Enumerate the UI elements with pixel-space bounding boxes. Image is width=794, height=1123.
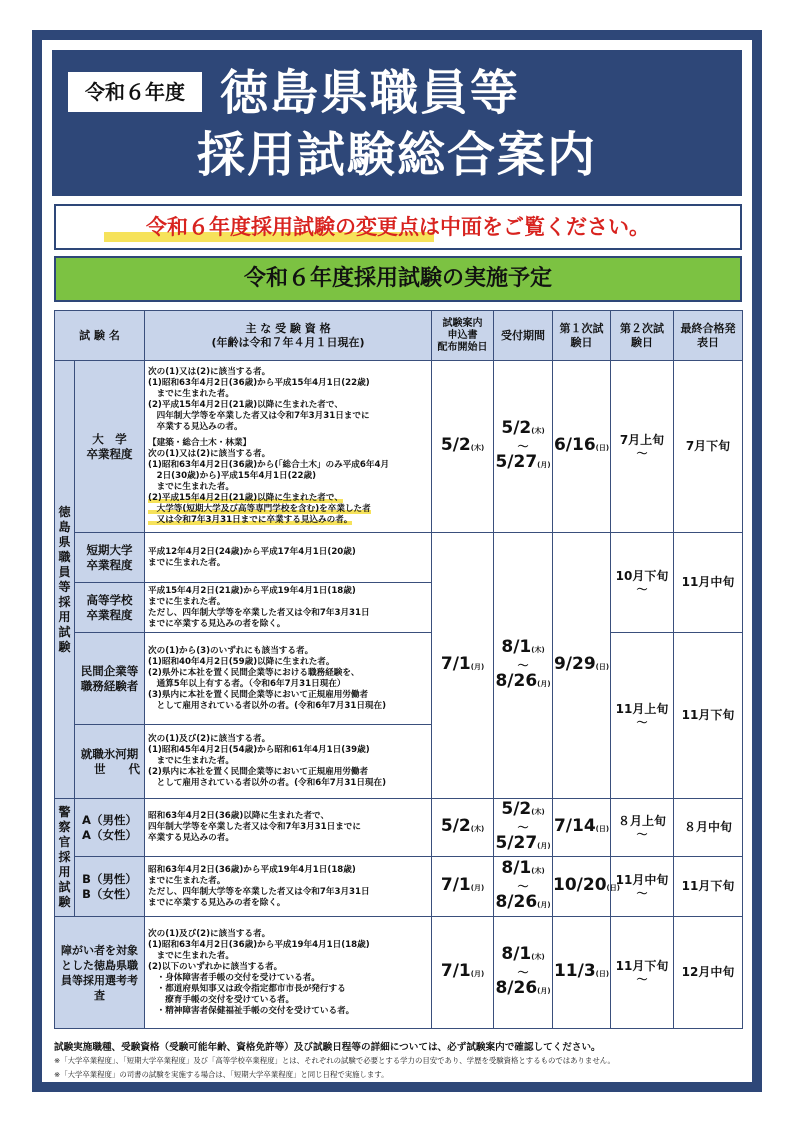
group-police-label: 警察官採用試験: [55, 799, 75, 917]
table-row: [55, 799, 743, 857]
second-disab: 11月下旬 ～: [611, 917, 674, 1029]
second-police-a: ８月上旬 ～: [611, 799, 674, 857]
exam-police-b: B（男性） B（女性）: [75, 857, 145, 917]
qual-junior: 平成12年4月2日(24歳)から平成17年4月1日(20歳) までに生まれた者。: [145, 533, 432, 583]
schedule-table: [54, 310, 743, 1029]
guide-police-b: 7/1(月): [432, 857, 494, 917]
final-univ: 7月下旬: [674, 361, 743, 533]
header-banner: [52, 50, 742, 196]
title-line-1: 徳島県職員等: [220, 65, 521, 121]
second-police-b: 11月中旬 ～: [611, 857, 674, 917]
col-first: 第１次試験日: [553, 311, 611, 361]
table-row: [55, 633, 743, 725]
guide-disab: 7/1(月): [432, 917, 494, 1029]
col-qual-main: 主 な 受 験 資 格: [245, 321, 331, 335]
exam-private: 民間企業等 職務経験者: [75, 633, 145, 725]
col-guide-3: 配布開始日: [437, 341, 488, 353]
group-pref-label: 徳島県職員等採用試験: [55, 361, 75, 799]
title-line-2: 採用試験総合案内: [196, 127, 597, 183]
period-pref-mid: 8/1(木) ～ 8/26(月): [494, 533, 553, 799]
second-univ: 7月上旬 ～: [611, 361, 674, 533]
second-pref-mid: 11月上旬 ～: [611, 633, 674, 799]
first-police-a: 7/14(日): [553, 799, 611, 857]
table-header-row: [55, 311, 743, 361]
year-badge: 令和６年度: [68, 72, 202, 112]
col-guide: [432, 311, 494, 361]
schedule-heading: 令和６年度採用試験の実施予定: [54, 256, 742, 302]
second-junior-high: 10月下旬 ～: [611, 533, 674, 633]
exam-police-a: A（男性） A（女性）: [75, 799, 145, 857]
qual-disab: 次の(1)及び(2)に該当する者。 (1)昭和63年4月2日(36歳)から平成19年4月1日(18歳) までに生まれた者。 (2)以下のいずれかに該当する者。 ・身体障害者手帳の交付を受けている者。 ・都道府県知事又は政令指定都市市長が発行する 療育手帳の交付を受けている者。 ・精神障害者保健福祉手帳の交付を受けている者。: [145, 917, 432, 1029]
outer-frame: [32, 30, 762, 1092]
final-junior-high: 11月中旬: [674, 533, 743, 633]
exam-iceage: 就職氷河期 世 代: [75, 725, 145, 799]
col-period: 受付期間: [494, 311, 553, 361]
exam-high: 高等学校 卒業程度: [75, 583, 145, 633]
footer-note-1: 試験実施職種、受験資格（受験可能年齢、資格免許等）及び試験日程等の詳細については、必ず試験案内で確認してください。: [54, 1042, 601, 1053]
period-police-a: 5/2(木) ～ 5/27(月): [494, 799, 553, 857]
table-row: [55, 533, 743, 583]
first-univ: 6/16(日): [553, 361, 611, 533]
qual-high: 平成15年4月2日(21歳)から平成19年4月1日(18歳) までに生まれた者。 ただし、四年制大学等を卒業した者又は令和7年3月31日 までに卒業する見込みの者を除く。: [145, 583, 432, 633]
period-disab: 8/1(木) ～ 8/26(月): [494, 917, 553, 1029]
period-police-b: 8/1(木) ～ 8/26(月): [494, 857, 553, 917]
guide-police-a: 5/2(木): [432, 799, 494, 857]
col-exam: 試 験 名: [55, 311, 145, 361]
table-row: [55, 857, 743, 917]
col-second: 第２次試験日: [611, 311, 674, 361]
qual-private: 次の(1)から(3)のいずれにも該当する者。 (1)昭和40年4月2日(59歳)以降に生まれた者。 (2)県外に本社を置く民間企業等における職務経験を、 通算5年以上有する者。（令和6年7月31日現在） (3)県内に本社を置く民間企業等において正規雇用労働者 として雇用されている者以外の者。(令和6年7月31日現在): [145, 633, 432, 725]
footer-note-3: ※「大学卒業程度」の司書の試験を実施する場合は、「短期大学卒業程度」と同じ日程で実施します。: [54, 1070, 389, 1079]
table-row: [55, 917, 743, 1029]
change-notice: [54, 204, 742, 250]
page-inner: [42, 40, 752, 1082]
qual-police-b: 昭和63年4月2日(36歳)から平成19年4月1日(18歳) までに生まれた者。 ただし、四年制大学等を卒業した者又は令和7年3月31日 までに卒業する見込みの者を除く。: [145, 857, 432, 917]
col-guide-2: 申込書: [447, 329, 478, 341]
final-pref-mid: 11月下旬: [674, 633, 743, 799]
final-disab: 12月中旬: [674, 917, 743, 1029]
exam-junior: 短期大学 卒業程度: [75, 533, 145, 583]
col-qualification: [145, 311, 432, 361]
guide-pref-mid: 7/1(月): [432, 533, 494, 799]
period-univ: 5/2(木) ～ 5/27(月): [494, 361, 553, 533]
first-disab: 11/3(日): [553, 917, 611, 1029]
first-police-b: 10/20(日): [553, 857, 611, 917]
first-pref-mid: 9/29(日): [553, 533, 611, 799]
qual-police-a: 昭和63年4月2日(36歳)以降に生まれた者で、 四年制大学等を卒業した者又は令和7年3月31日までに 卒業する見込みの者。: [145, 799, 432, 857]
exam-disab: 障がい者を対象とした徳島県職員等採用選考考査: [55, 917, 145, 1029]
qual-iceage: 次の(1)及び(2)に該当する者。 (1)昭和45年4月2日(54歳)から昭和61年4月1日(39歳) までに生まれた者。 (2)県内に本社を置く民間企業等において正規雇用労働者 として雇用されている者以外の者。(令和6年7月31日現在): [145, 725, 432, 799]
exam-univ: 大 学 卒業程度: [75, 361, 145, 533]
final-police-a: ８月中旬: [674, 799, 743, 857]
table-row: [55, 361, 743, 533]
col-guide-1: 試験案内: [442, 317, 483, 329]
guide-univ: 5/2(木): [432, 361, 494, 533]
notice-text: 令和６年度採用試験の変更点は中面をご覧ください。: [146, 215, 650, 239]
qual-univ: 次の(1)又は(2)に該当する者。 (1)昭和63年4月2日(36歳)から平成15年4月1日(22歳) までに生まれた者。 (2)平成15年4月2日(21歳)以降に生まれた者で、 四年制大学等を卒業した者又は令和7年3月31日までに 卒業する見込みの者。 【建築・総合土木・林業】 次の(1)又は(2)に該当する者。 (1)昭和63年4月2日(36歳)から(「総合土木」のみ平成6年4月 2日(30歳)から)平成15年4月1日(22歳) までに生まれた者。 (2)平成15年4月2日(21歳)以降に生まれた者で、 大学等(短期大学及び高等専門学校を含む)を卒業した者 又は令和7年3月31日までに卒業する見込みの者。: [145, 361, 432, 533]
col-qual-sub: (年齢は令和７年４月１日現在): [211, 335, 365, 349]
col-final: 最終合格発表日: [674, 311, 743, 361]
footer-note-2: ※「大学卒業程度」、「短期大学卒業程度」及び「高等学校卒業程度」とは、それぞれの試験で必要とする学力の目安であり、学歴を受験資格とするものではありません。: [54, 1056, 615, 1065]
final-police-b: 11月下旬: [674, 857, 743, 917]
